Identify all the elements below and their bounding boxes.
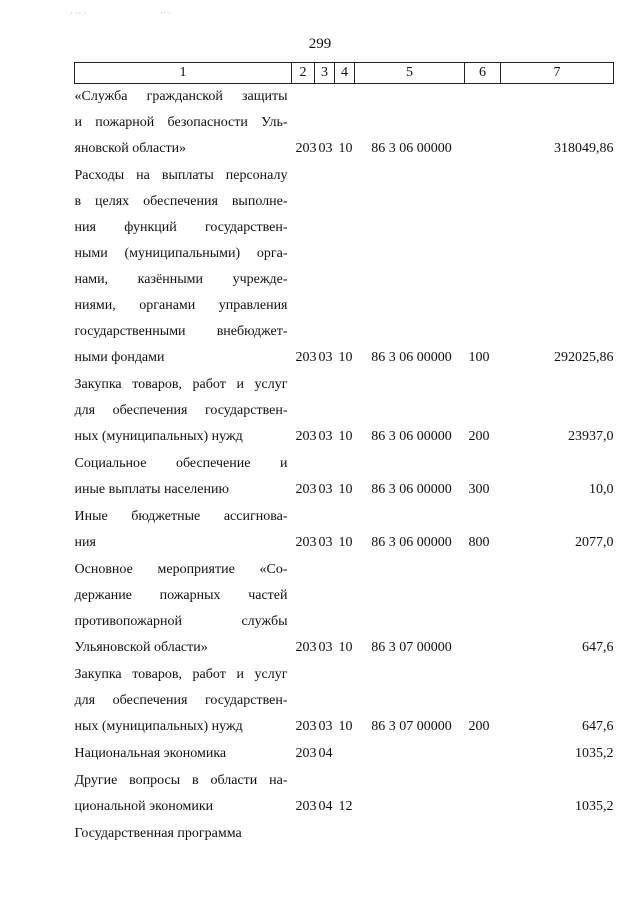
row-code-target: 86 3 07 00000	[371, 640, 452, 655]
row-code-admin: 203	[295, 799, 317, 814]
row-code-section	[315, 821, 335, 848]
header-col-4: 4	[335, 63, 355, 84]
row-code-subsection: 10	[338, 429, 353, 444]
row-code-target: 86 3 06 00000	[371, 350, 452, 365]
row-code-section: 03	[318, 719, 333, 734]
row-code-subsection: 10	[338, 640, 353, 655]
row-name-line: Расходы на выплаты персоналу	[74, 168, 288, 183]
row-code-target: 86 3 06 00000	[371, 141, 452, 156]
header-col-3: 3	[315, 63, 335, 84]
row-code-expense-type: 200	[468, 719, 490, 734]
row-name	[75, 84, 292, 164]
row-code-subsection: 10	[338, 535, 353, 550]
scan-speck: ·· ·	[160, 8, 172, 18]
row-code-admin: 203	[295, 141, 317, 156]
row-amount: 10,0	[589, 482, 614, 497]
row-code-admin	[292, 821, 315, 848]
row-code-subsection: 10	[338, 482, 353, 497]
row-name-line: ниями, органами управления	[74, 298, 288, 313]
header-col-2: 2	[292, 63, 315, 84]
row-amount: 2077,0	[575, 535, 614, 550]
row-amount: 647,6	[582, 640, 614, 655]
row-name-line: Социальное обеспечение и	[74, 456, 288, 471]
row-name-line: «Служба гражданской защиты	[74, 89, 288, 104]
row-code-target: 86 3 06 00000	[371, 429, 452, 444]
row-code-expense-type: 800	[468, 535, 490, 550]
row-name-line: Другие вопросы в области на-	[74, 773, 288, 788]
row-code-expense-type	[465, 557, 501, 662]
row-name-line: ных (муниципальных) нужд	[74, 719, 243, 734]
budget-table	[74, 62, 614, 848]
row-amount: 318049,86	[554, 141, 614, 156]
table-row	[75, 557, 614, 662]
row-code-expense-type	[465, 741, 501, 768]
header-col-7: 7	[501, 63, 614, 84]
row-code-expense-type: 300	[468, 482, 490, 497]
scan-speck: · ·· ·	[70, 8, 87, 18]
row-amount: 292025,86	[554, 350, 614, 365]
row-code-admin: 203	[295, 640, 317, 655]
table-row	[75, 451, 614, 504]
row-name-line: Иные бюджетные ассигнова-	[74, 509, 288, 524]
header-col-5: 5	[355, 63, 465, 84]
table-row	[75, 662, 614, 741]
table-row	[75, 372, 614, 451]
page-number: 299	[308, 36, 332, 52]
row-code-section: 03	[318, 640, 333, 655]
row-name-line: ния функций государствен-	[74, 220, 288, 235]
row-code-section: 03	[318, 429, 333, 444]
row-code-target: 86 3 07 00000	[371, 719, 452, 734]
row-name-line: иные выплаты населению	[74, 482, 229, 497]
row-code-subsection: 10	[338, 719, 353, 734]
row-amount: 1035,2	[575, 746, 614, 761]
row-name-line: Основное мероприятие «Со-	[74, 562, 288, 577]
row-code-expense-type	[465, 821, 501, 848]
table-row	[75, 163, 614, 372]
row-name-line: Закупка товаров, работ и услуг	[74, 377, 288, 392]
row-name-line: Государственная программа	[74, 826, 242, 841]
table-row	[75, 821, 614, 848]
row-code-expense-type	[465, 768, 501, 821]
row-name-line: для обеспечения государствен-	[74, 693, 288, 708]
row-code-admin: 203	[295, 429, 317, 444]
row-code-section: 03	[318, 482, 333, 497]
row-code-subsection: 12	[338, 799, 353, 814]
row-code-admin: 203	[295, 482, 317, 497]
row-code-section: 03	[318, 535, 333, 550]
row-name	[75, 821, 292, 848]
row-code-section: 03	[318, 141, 333, 156]
row-name-line: Закупка товаров, работ и услуг	[74, 667, 288, 682]
row-name-line: ными (муниципальными) орга-	[74, 246, 288, 261]
row-name	[75, 372, 292, 451]
row-name-line: и пожарной безопасности Уль-	[74, 115, 288, 130]
header-col-6: 6	[465, 63, 501, 84]
row-name-line: для обеспечения государствен-	[74, 403, 288, 418]
row-code-target	[355, 768, 465, 821]
row-name	[75, 768, 292, 821]
table-body	[75, 84, 614, 849]
row-code-subsection: 10	[338, 141, 353, 156]
row-name-line: яновской области»	[74, 141, 187, 156]
row-name	[75, 557, 292, 662]
row-code-target: 86 3 06 00000	[371, 482, 452, 497]
row-code-target	[355, 821, 465, 848]
table-row	[75, 504, 614, 557]
row-amount	[501, 821, 614, 848]
row-name-line: Ульяновской области»	[74, 640, 208, 655]
row-name-line: Национальная экономика	[74, 746, 227, 761]
header-row	[75, 63, 614, 84]
row-code-subsection	[335, 821, 355, 848]
table-row	[75, 741, 614, 768]
row-code-target: 86 3 06 00000	[371, 535, 452, 550]
row-name-line: нами, казёнными учрежде-	[74, 272, 288, 287]
row-name-line: в целях обеспечения выполне-	[74, 194, 288, 209]
row-code-admin: 203	[295, 535, 317, 550]
row-name	[75, 163, 292, 372]
row-code-expense-type: 100	[468, 350, 490, 365]
row-code-subsection	[335, 741, 355, 768]
row-code-section: 03	[318, 350, 333, 365]
row-name-line: государственными внебюджет-	[74, 324, 288, 339]
header-col-1: 1	[75, 63, 292, 84]
row-code-admin: 203	[295, 746, 317, 761]
row-code-expense-type	[465, 84, 501, 164]
row-name-line: ния	[74, 535, 96, 550]
row-name-line: ными фондами	[74, 350, 165, 365]
table-row	[75, 768, 614, 821]
row-code-expense-type: 200	[468, 429, 490, 444]
row-name-line: противопожарной службы	[74, 614, 288, 629]
row-name-line: держание пожарных частей	[74, 588, 288, 603]
row-name	[75, 451, 292, 504]
row-amount: 1035,2	[575, 799, 614, 814]
table-header	[75, 63, 614, 84]
row-code-target	[355, 741, 465, 768]
row-name	[75, 662, 292, 741]
row-name	[75, 741, 292, 768]
row-name-line: ных (муниципальных) нужд	[74, 429, 243, 444]
row-code-section: 04	[318, 746, 333, 761]
row-amount: 23937,0	[568, 429, 614, 444]
row-amount: 647,6	[582, 719, 614, 734]
row-name	[75, 504, 292, 557]
row-code-section: 04	[318, 799, 333, 814]
row-name-line: циональной экономики	[74, 799, 214, 814]
row-code-admin: 203	[295, 350, 317, 365]
table-row	[75, 84, 614, 164]
row-code-admin: 203	[295, 719, 317, 734]
row-code-subsection: 10	[338, 350, 353, 365]
